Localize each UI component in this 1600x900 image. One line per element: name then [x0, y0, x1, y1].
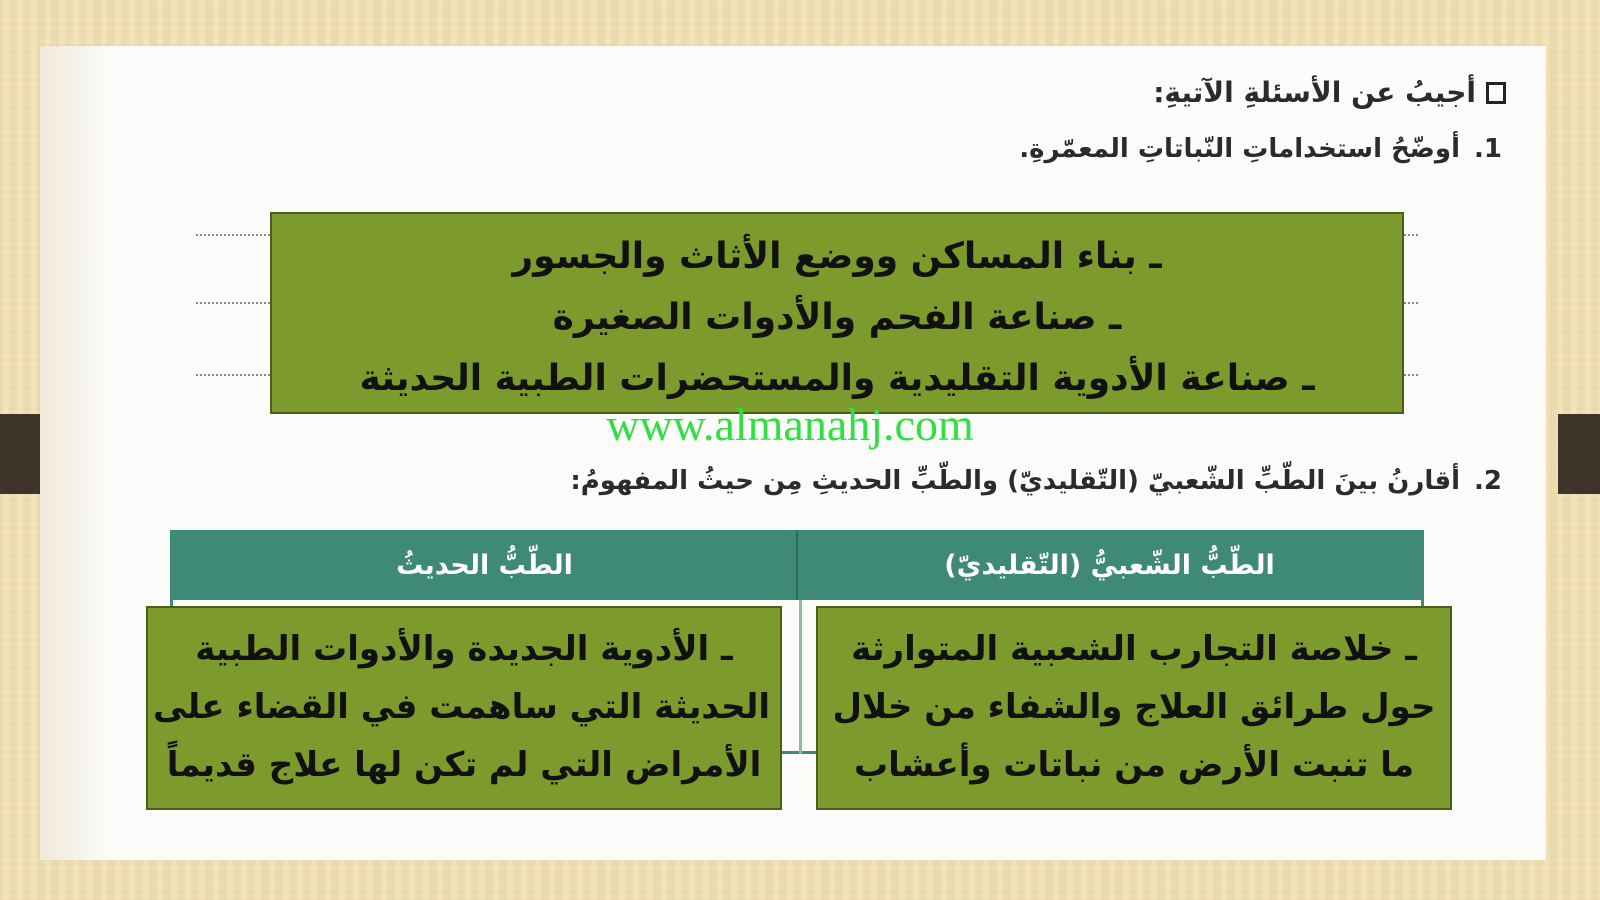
answer-traditional-line: حول طرائق العلاج والشفاء من خلال — [832, 687, 1436, 727]
answer-modern-line: ـ الأدوية الجديدة والأدوات الطبية — [195, 629, 733, 669]
instruction-heading — [1153, 76, 1506, 109]
answer-1-line: ـ بناء المساكن ووضع الأثاث والجسور — [512, 236, 1162, 277]
table-header — [173, 530, 1421, 600]
question-1 — [1019, 134, 1502, 164]
answer-1-line: ـ صناعة الفحم والأدوات الصغيرة — [552, 297, 1122, 338]
question-2-number: 2. — [1474, 466, 1502, 496]
answer-modern-line: الحديثة التي ساهمت في القضاء على — [153, 687, 770, 727]
answer-traditional-line: ما تنبت الأرض من نباتات وأعشاب — [853, 745, 1415, 785]
header-traditional-medicine: الطّبُّ الشّعبيُّ (التّقليديّ) — [796, 530, 1421, 600]
question-1-text: أوضّحُ استخداماتِ النّباتاتِ المعمّرةِ. — [1019, 134, 1461, 164]
answer-modern-box — [146, 606, 782, 810]
right-side-bar — [1558, 414, 1600, 494]
question-2-text: أقارنُ بينَ الطّبِّ الشّعبيّ (التّقليديّ) والطّبِّ الحديثِ مِن حيثُ المفهومُ: — [570, 466, 1461, 496]
answer-1-box — [270, 212, 1404, 414]
watermark: www.almanahj.com — [606, 399, 974, 450]
header-modern-medicine: الطّبُّ الحديثُ — [396, 549, 573, 581]
answer-traditional-line: ـ خلاصة التجارب الشعبية المتوارثة — [851, 629, 1417, 669]
checkbox-icon — [1486, 82, 1506, 104]
slide-shade — [40, 46, 110, 860]
table-divider — [799, 600, 802, 754]
answer-traditional-box — [816, 606, 1452, 810]
slide — [40, 46, 1546, 860]
instruction-text: أجيبُ عن الأسئلةِ الآتيةِ: — [1153, 76, 1476, 109]
answer-modern-line: الأمراض التي لم تكن لها علاج قديماً — [166, 745, 762, 785]
question-1-number: 1. — [1474, 134, 1502, 164]
question-2 — [570, 466, 1502, 496]
answer-1-line: ـ صناعة الأدوية التقليدية والمستحضرات الطبية الحديثة — [359, 358, 1315, 399]
left-side-bar — [0, 414, 42, 494]
